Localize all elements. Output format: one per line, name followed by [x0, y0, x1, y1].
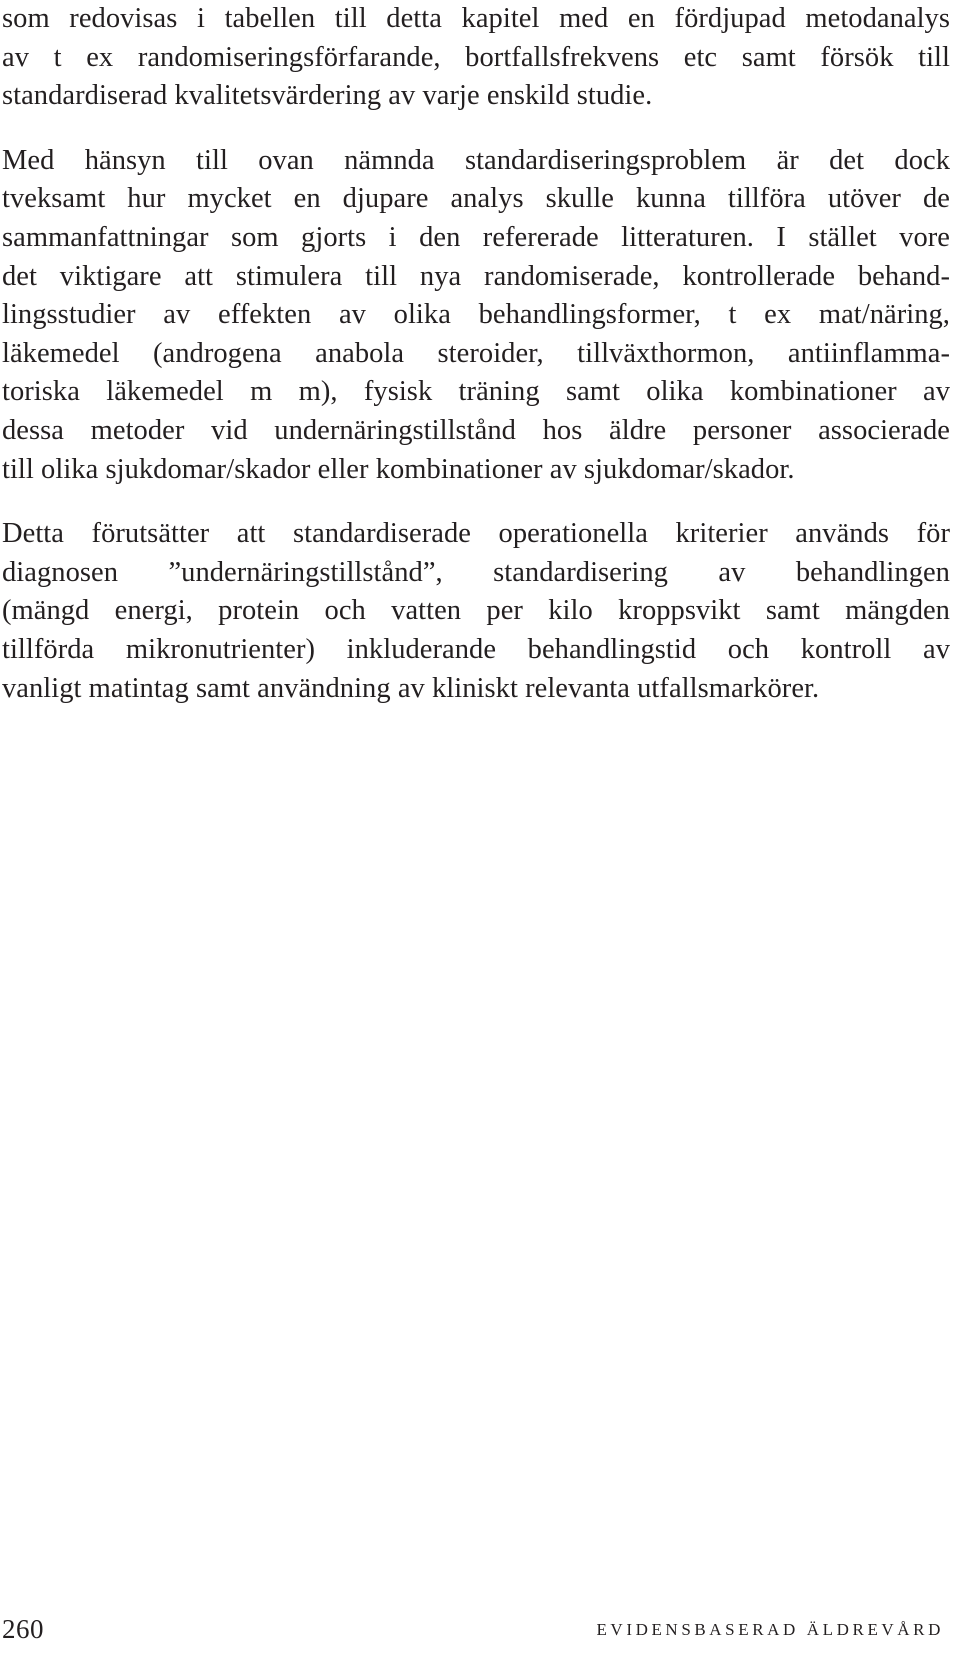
paragraph-3	[2, 515, 950, 708]
text-line: tveksamt hur mycket en djupare analys skulle kunna tillföra utöver de	[2, 183, 950, 215]
text-line: vanligt matintag samt användning av kliniskt relevanta utfallsmarkörer.	[2, 672, 820, 704]
text-line: diagnosen ”undernäringstillstånd”, standardisering av behandlingen	[2, 556, 950, 588]
text-line: lingsstudier av effekten av olika behandlingsformer, t ex mat/näring,	[2, 299, 950, 331]
text-line: sammanfattningar som gjorts i den refererade litteraturen. I stället vore	[2, 221, 950, 253]
text-line: Med hänsyn till ovan nämnda standardiseringsproblem är det dock	[2, 144, 950, 176]
text-line: toriska läkemedel m m), fysisk träning samt olika kombinationer av	[2, 376, 950, 408]
text-line: (mängd energi, protein och vatten per kilo kroppsvikt samt mängden	[2, 595, 950, 627]
paragraph-1	[2, 0, 950, 116]
text-line: Detta förutsätter att standardiserade operationella kriterier används för	[2, 518, 950, 550]
page-footer	[0, 1597, 960, 1657]
text-line: till olika sjukdomar/skador eller kombinationer av sjukdomar/skador.	[2, 453, 795, 485]
text-line: standardiserad kvalitetsvärdering av varje enskild studie.	[2, 80, 653, 112]
running-title: EVIDENSBASERAD ÄLDREVÅRD	[596, 1620, 944, 1639]
text-line: det viktigare att stimulera till nya randomiserade, kontrollerade behand-	[2, 260, 950, 292]
paragraph-2	[2, 142, 950, 489]
text-line: av t ex randomiseringsförfarande, bortfallsfrekvens etc samt försök till	[2, 41, 950, 73]
text-line: tillförda mikronutrienter) inkluderande behandlingstid och kontroll av	[2, 633, 950, 665]
text-line: läkemedel (androgena anabola steroider, tillväxthormon, antiinflamma-	[2, 337, 950, 369]
page-number: 260	[2, 1614, 44, 1644]
body-text	[2, 0, 950, 734]
text-line: som redovisas i tabellen till detta kapitel med en fördjupad metodanalys	[2, 3, 950, 34]
text-line: dessa metoder vid undernäringstillstånd hos äldre personer associerade	[2, 414, 950, 446]
